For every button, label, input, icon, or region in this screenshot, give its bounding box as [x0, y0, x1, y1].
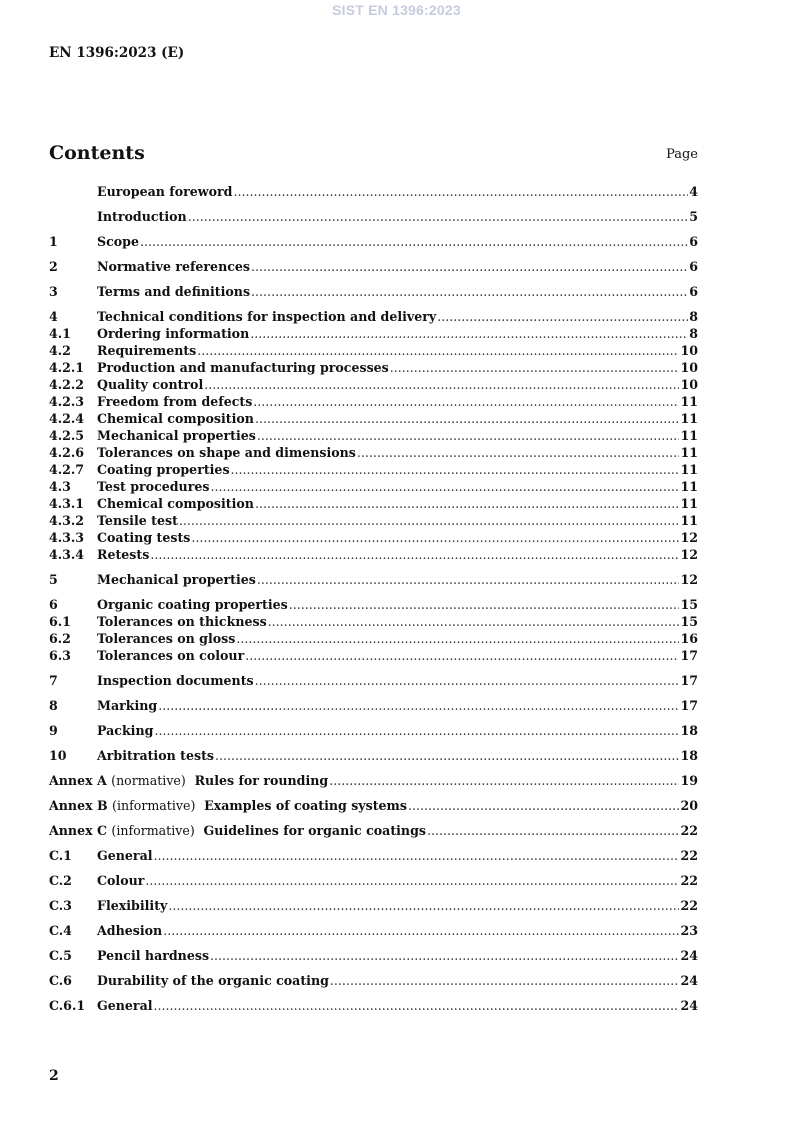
toc-leader-dots: [210, 478, 679, 495]
toc-entry-page: 11: [680, 513, 698, 528]
toc-leader-dots: [197, 342, 679, 359]
toc-leader-dots: [210, 947, 679, 964]
toc-leader-dots: [154, 847, 680, 864]
toc-entry[interactable]: [49, 922, 698, 939]
toc-entry-title: Requirements: [97, 343, 197, 358]
toc-entry-number: 9: [49, 723, 58, 738]
toc-entry[interactable]: [49, 308, 698, 325]
toc-annex-qualifier: (normative): [111, 773, 186, 788]
toc-entry-page: 22: [680, 898, 698, 913]
toc-entry-page: 11: [680, 462, 698, 477]
toc-leader-dots: [245, 647, 679, 664]
toc-entry[interactable]: [49, 410, 698, 427]
toc-entry-page: 15: [680, 597, 698, 612]
toc-entry-page: 22: [680, 848, 698, 863]
toc-entry-title: Coating properties: [97, 462, 230, 477]
toc-entry-title: General: [97, 848, 153, 863]
toc-entry-number: 4.2.5: [49, 428, 85, 443]
toc-entry-title: Flexibility: [97, 898, 168, 913]
toc-leader-dots: [168, 897, 679, 914]
toc-entry-page: 17: [680, 698, 698, 713]
toc-entry-page: 10: [680, 377, 698, 392]
toc-entry-title: Mechanical properties: [97, 428, 256, 443]
toc-entry-page: 12: [680, 530, 698, 545]
toc-leader-dots: [437, 308, 688, 325]
toc-entry-page: 19: [680, 773, 698, 788]
toc-leader-dots: [427, 822, 679, 839]
toc-leader-dots: [289, 596, 680, 613]
toc-entry-page: 4: [689, 184, 698, 199]
toc-entry-number: C.6: [49, 973, 72, 988]
toc-entry-number: 10: [49, 748, 67, 763]
toc-leader-dots: [215, 747, 679, 764]
toc-annex-title: Guidelines for organic coatings: [203, 823, 426, 838]
toc-entry-page: 11: [680, 496, 698, 511]
toc-leader-dots: [253, 393, 679, 410]
toc-entry-title: Ordering information: [97, 326, 250, 341]
toc-annex-label: Annex B: [49, 798, 108, 813]
toc-entry-title: Chemical composition: [97, 496, 254, 511]
toc-entry-page: 8: [689, 326, 698, 341]
toc-entry-number: 8: [49, 698, 58, 713]
toc-leader-dots: [330, 972, 680, 989]
toc-entry[interactable]: [49, 797, 698, 814]
page-title: Contents: [49, 142, 145, 164]
watermark: SIST EN 1396:2023: [332, 2, 461, 18]
toc-entry-number: 6.1: [49, 614, 71, 629]
toc-entry-title: Normative references: [97, 259, 251, 274]
toc-entry-title: [49, 822, 426, 839]
page-column-label: Page: [666, 147, 698, 162]
toc-entry-page: 23: [680, 923, 698, 938]
toc-entry-page: 12: [680, 547, 698, 562]
toc-entry[interactable]: [49, 546, 698, 563]
toc-entry[interactable]: [49, 342, 698, 359]
toc-entry-title: Technical conditions for inspection and delivery: [97, 309, 437, 324]
toc-entry[interactable]: [49, 461, 698, 478]
toc-entry-title: Arbitration tests: [97, 748, 214, 763]
toc-entry-page: 6: [689, 284, 698, 299]
toc-annex-label: Annex C: [49, 823, 108, 838]
toc-entry-page: 17: [680, 648, 698, 663]
toc-leader-dots: [145, 872, 679, 889]
toc-entry-title: Mechanical properties: [97, 572, 256, 587]
toc-leader-dots: [154, 722, 679, 739]
toc-entry[interactable]: [49, 647, 698, 664]
toc-leader-dots: [188, 208, 689, 225]
toc-leader-dots: [163, 922, 679, 939]
toc-entry-page: 8: [689, 309, 698, 324]
toc-entry[interactable]: [49, 325, 698, 342]
toc-entry-title: General: [97, 998, 153, 1013]
toc-annex-qualifier: (informative): [112, 798, 196, 813]
toc-entry-page: 5: [689, 209, 698, 224]
toc-entry-number: 4.2: [49, 343, 71, 358]
toc-leader-dots: [257, 427, 680, 444]
toc-leader-dots: [257, 571, 680, 588]
toc-leader-dots: [357, 444, 680, 461]
toc-entry-number: 4.3.3: [49, 530, 85, 545]
toc-entry[interactable]: [49, 697, 698, 714]
toc-entry-title: Retests: [97, 547, 150, 562]
toc-annex-title: Rules for rounding: [194, 773, 329, 788]
toc-entry-title: Production and manufacturing processes: [97, 360, 389, 375]
toc-entry-number: 3: [49, 284, 58, 299]
toc-entry-page: 24: [680, 998, 698, 1013]
toc-entry[interactable]: [49, 529, 698, 546]
toc-entry[interactable]: [49, 183, 698, 200]
toc-entry-title: Coating tests: [97, 530, 191, 545]
toc-entry[interactable]: [49, 258, 698, 275]
toc-entry-page: 18: [680, 723, 698, 738]
toc-entry-title: Terms and definitions: [97, 284, 251, 299]
toc-entry-page: 11: [680, 394, 698, 409]
toc-entry-number: 4.2.2: [49, 377, 85, 392]
toc-entry-number: 4.2.1: [49, 360, 85, 375]
toc-entry[interactable]: [49, 233, 698, 250]
toc-entry-page: 11: [680, 411, 698, 426]
toc-leader-dots: [408, 797, 680, 814]
toc-leader-dots: [179, 512, 680, 529]
toc-entry-title: Chemical composition: [97, 411, 254, 426]
toc-entry-page: 22: [680, 823, 698, 838]
toc-entry-title: Test procedures: [97, 479, 210, 494]
toc-entry-number: 4.2.3: [49, 394, 85, 409]
toc-entry-page: 11: [680, 428, 698, 443]
toc-entry-number: 4.1: [49, 326, 71, 341]
toc-leader-dots: [251, 258, 688, 275]
toc-entry-title: Tensile test: [97, 513, 178, 528]
toc-entry-title: Marking: [97, 698, 158, 713]
toc-entry-number: 4.2.6: [49, 445, 85, 460]
toc-entry[interactable]: [49, 359, 698, 376]
toc-entry-number: 4.3.1: [49, 496, 85, 511]
toc-entry-title: Quality control: [97, 377, 204, 392]
toc-entry-page: 15: [680, 614, 698, 629]
toc-entry-title: Introduction: [97, 209, 187, 224]
toc-entry-title: Inspection documents: [97, 673, 254, 688]
toc-entry[interactable]: [49, 847, 698, 864]
toc-entry-number: 4.3.2: [49, 513, 85, 528]
toc-entry-title: [49, 797, 407, 814]
toc-entry-number: C.5: [49, 948, 72, 963]
toc-entry-page: 22: [680, 873, 698, 888]
toc-entry[interactable]: [49, 478, 698, 495]
toc-entry[interactable]: [49, 393, 698, 410]
toc-entry-number: C.4: [49, 923, 72, 938]
toc-leader-dots: [390, 359, 680, 376]
toc-entry[interactable]: [49, 747, 698, 764]
toc-entry-page: 6: [689, 234, 698, 249]
toc-annex-qualifier: (informative): [111, 823, 195, 838]
toc-entry[interactable]: [49, 872, 698, 889]
toc-leader-dots: [251, 283, 688, 300]
toc-leader-dots: [191, 529, 679, 546]
toc-entry[interactable]: [49, 283, 698, 300]
toc-entry-title: [49, 772, 328, 789]
page-number: 2: [49, 1068, 59, 1084]
toc-leader-dots: [231, 461, 680, 478]
toc-leader-dots: [150, 546, 679, 563]
toc-entry-page: 24: [680, 973, 698, 988]
toc-entry-page: 16: [680, 631, 698, 646]
toc-entry-number: 4.2.7: [49, 462, 85, 477]
toc-leader-dots: [236, 630, 679, 647]
toc-entry-title: European foreword: [97, 184, 233, 199]
toc-entry-page: 11: [680, 445, 698, 460]
toc-entry-title: Packing: [97, 723, 154, 738]
toc-entry[interactable]: [49, 571, 698, 588]
toc-leader-dots: [204, 376, 679, 393]
toc-entry[interactable]: [49, 972, 698, 989]
toc-leader-dots: [140, 233, 688, 250]
toc-entry-number: 4.3.4: [49, 547, 85, 562]
toc-entry-page: 11: [680, 479, 698, 494]
toc-entry[interactable]: [49, 376, 698, 393]
toc-entry-title: Adhesion: [97, 923, 163, 938]
toc-entry-page: 17: [680, 673, 698, 688]
toc-entry-title: Tolerances on colour: [97, 648, 245, 663]
toc-entry-page: 20: [680, 798, 698, 813]
toc-entry-page: 18: [680, 748, 698, 763]
toc-entry-number: 2: [49, 259, 58, 274]
toc-entry-title: Freedom from defects: [97, 394, 253, 409]
toc-entry-page: 24: [680, 948, 698, 963]
toc-annex-title: Examples of coating systems: [204, 798, 407, 813]
toc-entry-number: 6.3: [49, 648, 71, 663]
toc-leader-dots: [268, 613, 680, 630]
toc-leader-dots: [255, 672, 680, 689]
toc-entry[interactable]: [49, 630, 698, 647]
toc-entry-title: Pencil hardness: [97, 948, 210, 963]
toc-entry-title: Organic coating properties: [97, 597, 288, 612]
toc-leader-dots: [255, 410, 680, 427]
toc-entry-number: 5: [49, 572, 58, 587]
toc-entry[interactable]: [49, 947, 698, 964]
toc-entry[interactable]: [49, 897, 698, 914]
toc-leader-dots: [329, 772, 679, 789]
toc-entry-number: 4: [49, 309, 58, 324]
toc-entry-number: C.6.1: [49, 998, 86, 1013]
toc-entry[interactable]: [49, 722, 698, 739]
toc-entry-title: Durability of the organic coating: [97, 973, 329, 988]
toc-entry-number: 7: [49, 673, 58, 688]
toc-leader-dots: [154, 997, 680, 1014]
toc-entry[interactable]: [49, 672, 698, 689]
toc-entry-title: Tolerances on thickness: [97, 614, 267, 629]
toc-entry[interactable]: [49, 512, 698, 529]
toc-entry-page: 10: [680, 360, 698, 375]
toc-entry-number: 6: [49, 597, 58, 612]
toc-leader-dots: [255, 495, 680, 512]
toc-entry-page: 6: [689, 259, 698, 274]
toc-entry[interactable]: [49, 208, 698, 225]
toc-entry-page: 10: [680, 343, 698, 358]
toc-entry-title: Scope: [97, 234, 139, 249]
toc-annex-label: Annex A: [49, 773, 107, 788]
table-of-contents: [49, 183, 698, 1014]
toc-entry-title: Tolerances on shape and dimensions: [97, 445, 356, 460]
toc-entry-number: C.2: [49, 873, 72, 888]
toc-entry[interactable]: [49, 997, 698, 1014]
toc-entry-number: 4.2.4: [49, 411, 85, 426]
toc-entry-number: 1: [49, 234, 58, 249]
toc-entry-title: Tolerances on gloss: [97, 631, 236, 646]
toc-entry[interactable]: [49, 613, 698, 630]
toc-entry[interactable]: [49, 444, 698, 461]
toc-leader-dots: [233, 183, 688, 200]
document-id: EN 1396:2023 (E): [49, 45, 185, 61]
toc-entry[interactable]: [49, 772, 698, 789]
toc-entry-number: 6.2: [49, 631, 71, 646]
toc-entry[interactable]: [49, 596, 698, 613]
toc-entry-number: C.1: [49, 848, 72, 863]
toc-entry[interactable]: [49, 427, 698, 444]
toc-leader-dots: [158, 697, 679, 714]
toc-entry-number: C.3: [49, 898, 72, 913]
toc-entry-number: 4.3: [49, 479, 71, 494]
toc-entry-title: Colour: [97, 873, 145, 888]
toc-entry[interactable]: [49, 495, 698, 512]
toc-leader-dots: [250, 325, 688, 342]
toc-entry-page: 12: [680, 572, 698, 587]
toc-entry[interactable]: [49, 822, 698, 839]
